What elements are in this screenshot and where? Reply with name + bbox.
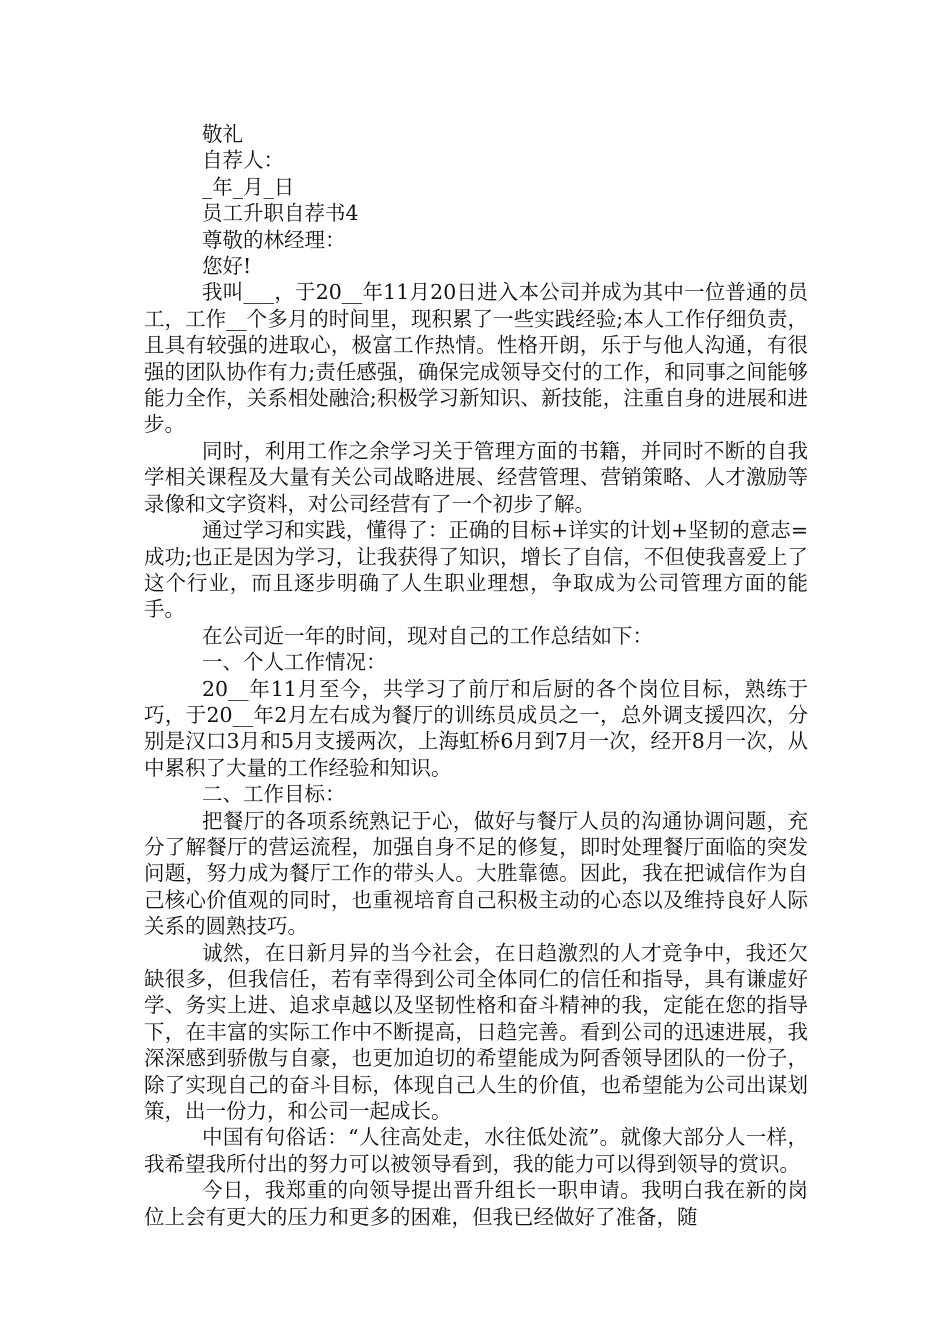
goal-paragraph: 中国有句俗话：“人往高处走，水往低处流”。就像大部分人一样，我希望我所付出的努力可以被领导看到，我的能力可以得到领导的赏识。 — [144, 1125, 808, 1176]
date-line: _年_月_日 — [202, 174, 295, 199]
salutation: 尊敬的林经理： — [202, 227, 346, 252]
summary-intro: 在公司近一年的时间，现对自己的工作总结如下： — [202, 623, 653, 648]
signer-label: 自荐人： — [202, 148, 284, 173]
section-title: 员工升职自荐书4 — [202, 201, 359, 226]
body-paragraph: 通过学习和实践，懂得了：正确的目标+详实的计划+坚韧的意志=成功;也正是因为学习，让我获得了知识，增长了自信，不但使我喜爱上了这个行业，而且逐步明确了人生职业理想，争取成为公司管理方面的能手。 — [144, 518, 808, 622]
goal-paragraph: 把餐厅的各项系统熟记于心，做好与餐厅人员的沟通协调问题，充分了解餐厅的营运流程，加强自身不足的修复，即时处理餐厅面临的突发问题，努力成为餐厅工作的带头人。大胜靠德。因此，我在把诚信作为自己核心价值观的同时，也重视培育自己积极主动的心态以及维持良好人际关系的圆熟技巧。 — [144, 808, 808, 939]
greeting: 您好! — [202, 254, 252, 279]
work-paragraph: 20__年11月至今，共学习了前厅和后厨的各个岗位目标，熟练于巧，于20__年2月左右成为餐厅的训练员成员之一，总外调支援四次，分别是汉口3月和5月支援两次，上海虹桥6月到7月一次，经开8月一次，从中累积了大量的工作经验和知识。 — [144, 676, 808, 780]
goal-paragraph: 诚然，在日新月异的当今社会，在日趋激烈的人才竞争中，我还欠缺很多，但我信任，若有幸得到公司全体同仁的信任和指导，具有谦虚好学、务实上进、追求卓越以及坚韧性格和奋斗精神的我，定能在您的指导下，在丰富的实际工作中不断提高，日趋完善。看到公司的迅速进展，我深深感到骄傲与自豪，也更加迫切的希望能成为阿香领导团队的一份子，除了实现自己的奋斗目标，体现自己人生的价值，也希望能为公司出谋划策，出一份力，和公司一起成长。 — [144, 940, 808, 1124]
heading-personal-work: 一、个人工作情况： — [202, 650, 387, 675]
goal-paragraph: 今日，我郑重的向领导提出晋升组长一职申请。我明白我在新的岗位上会有更大的压力和更多的困难，但我已经做好了准备，随 — [144, 1178, 808, 1229]
body-paragraph: 同时，利用工作之余学习关于管理方面的书籍，并同时不断的自我学相关课程及大量有关公司战略进展、经营管理、营销策略、人才激励等录像和文字资料，对公司经营有了一个初步了解。 — [144, 438, 808, 516]
body-paragraph: 我叫___，于20__年11月20日进入本公司并成为其中一位普通的员工，工作__个多月的时间里，现积累了一些实践经验;本人工作仔细负责，且具有较强的进取心，极富工作热情。性格开朗，乐于与他人沟通，有很强的团队协作有力;责任感强，确保完成领导交付的工作，和同事之间能够能力全作，关系相处融洽;积极学习新知识、新技能，注重自身的进展和进步。 — [144, 280, 808, 437]
document-page — [144, 121, 808, 1230]
heading-work-goals: 二、工作目标： — [202, 782, 346, 807]
closing-line: 敬礼 — [202, 122, 243, 146]
